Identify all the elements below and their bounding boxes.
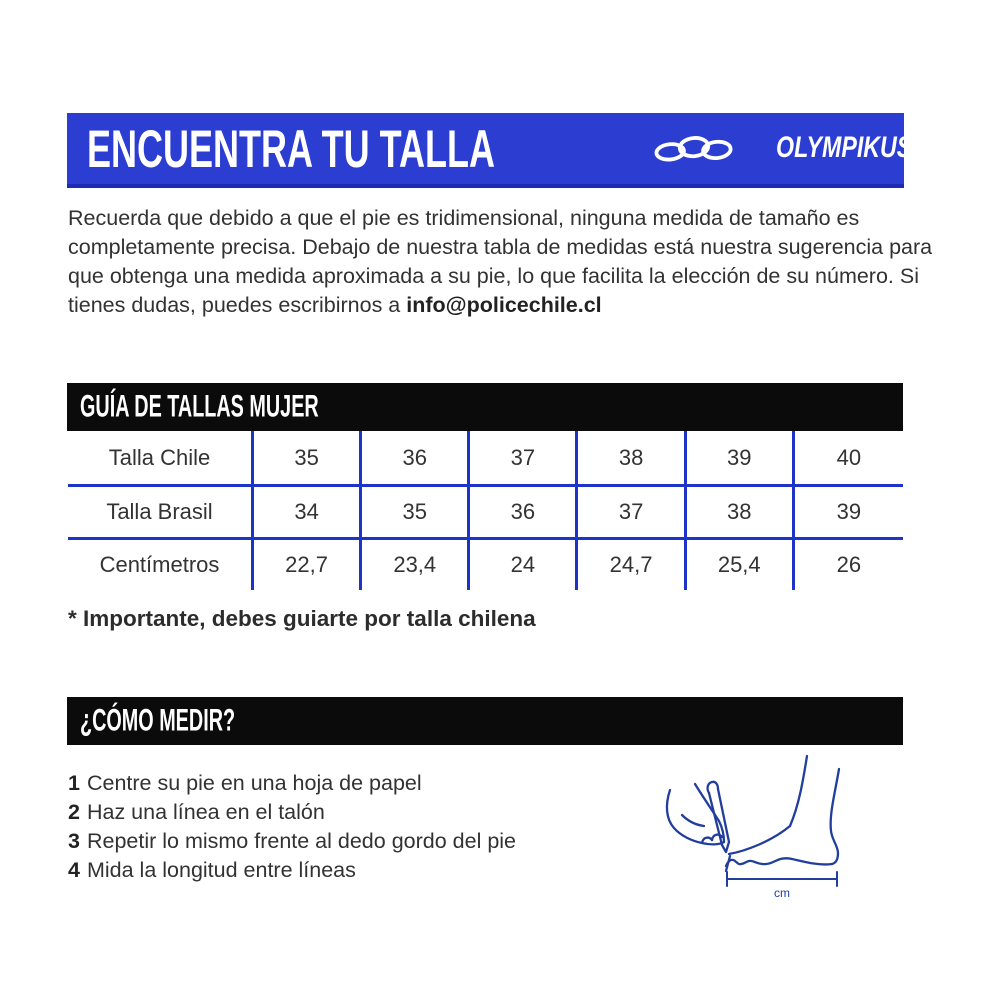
brand-name: OLYMPIKUS — [775, 131, 912, 165]
leg-front-line — [790, 756, 807, 826]
table-cell: 36 — [470, 484, 578, 537]
table-cell: 37 — [578, 484, 686, 537]
contact-email: info@policechile.cl — [406, 293, 602, 317]
list-item — [68, 856, 516, 885]
step-text: Mida la longitud entre líneas — [86, 858, 356, 882]
thumb-line — [682, 815, 704, 826]
row-label: Talla Brasil — [68, 484, 254, 537]
sole-line — [726, 858, 832, 866]
table-cell: 39 — [795, 484, 903, 537]
table-cell: 34 — [254, 484, 362, 537]
table-cell: 38 — [687, 484, 795, 537]
table-cell: 25,4 — [687, 537, 795, 590]
step-number: 1 — [68, 771, 80, 795]
table-cell: 22,7 — [254, 537, 362, 590]
how-to-measure-header-bar — [67, 697, 903, 745]
list-item — [68, 769, 516, 798]
table-cell: 35 — [362, 484, 470, 537]
olympikus-rings-icon — [654, 131, 734, 167]
table-cell: 24 — [470, 537, 578, 590]
page-title: ENCUENTRA TU TALLA — [87, 118, 495, 179]
table-cell: 35 — [254, 431, 362, 484]
cm-label: cm — [774, 886, 790, 900]
foot-measurement-illustration — [650, 753, 885, 903]
pen-cap — [708, 782, 718, 793]
table-cell: 36 — [362, 431, 470, 484]
table-cell: 24,7 — [578, 537, 686, 590]
important-note: * Importante, debes guiarte por talla chilena — [68, 606, 536, 631]
row-label: Centímetros — [68, 537, 254, 590]
step-text: Haz una línea en el talón — [86, 800, 325, 824]
table-cell: 26 — [795, 537, 903, 590]
table-cell: 38 — [578, 431, 686, 484]
instep-line — [729, 826, 790, 854]
step-text: Repetir lo mismo frente al dedo gordo del pie — [86, 829, 517, 853]
row-label: Talla Chile — [68, 431, 254, 484]
step-number: 3 — [68, 829, 80, 853]
intro-paragraph — [68, 204, 942, 320]
list-item — [68, 798, 516, 827]
table-cell: 37 — [470, 431, 578, 484]
table-cell: 40 — [836, 444, 862, 470]
size-guide-header-bar — [67, 383, 903, 431]
how-to-measure-title: ¿CÓMO MEDIR? — [80, 703, 236, 738]
size-guide-title: GUÍA DE TALLAS MUJER — [80, 389, 319, 424]
leg-back-line — [831, 769, 839, 864]
size-table — [68, 431, 903, 590]
step-number: 2 — [68, 800, 80, 824]
table-cell: 23,4 — [362, 537, 470, 590]
step-number: 4 — [68, 858, 80, 882]
measure-steps-list — [68, 769, 516, 885]
brand-logo — [654, 131, 912, 167]
intro-text: Recuerda que debido a que el pie es tridimensional, ninguna medida de tamaño es completamente precisa. Debajo de nuestra tabla de medidas está nuestra sugerencia para que obtenga una medida aproximada a su pie, lo que facilita la elección de su número. Si tienes dudas, puedes escribirnos a — [68, 206, 933, 317]
list-item — [68, 827, 516, 856]
header-bar — [67, 113, 912, 188]
step-text: Centre su pie en una hoja de papel — [86, 771, 422, 795]
table-cell: 39 — [687, 431, 795, 484]
